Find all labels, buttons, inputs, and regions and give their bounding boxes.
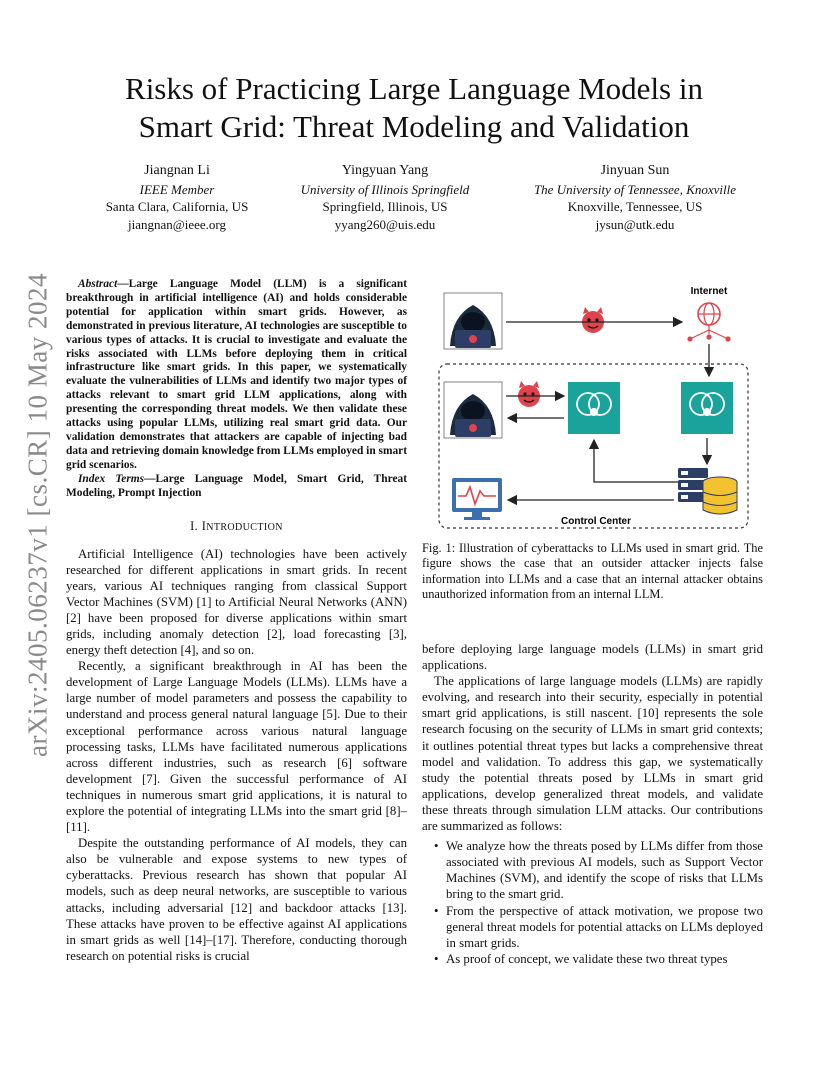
- figure-1: [422, 278, 763, 532]
- outsider-attacker-icon: [444, 293, 502, 349]
- paragraph: Artificial Intelligence (AI) technologies have been actively researched for different applications in smart grids. In recent years, various AI techniques ranging from classical Support Vector Machines (SVM) [1] to Artificial Neural Networks (ANN) [2] have been proposed for diverse applications within smart grids, including anomaly detection [2], load forecasting [3], energy theft detection [4], and so on.: [66, 546, 407, 658]
- abstract-text: —Large Language Model (LLM) is a significant breakthrough in artificial intelligence (AI) and holds considerable potential for application within smart grids. However, as demonstrated in previous literature, AI technologies are susceptible to various types of attacks. It is crucial to investigate and evaluate the risks associated with LLMs before deploying them in critical infrastructure like smart grids. In this paper, we systematically evaluate the vulnerabilities of LLMs and identify two major types of attacks relevant to smart grid LLM applications, along with presenting the corresponding threat models. We then validate these attacks using popular LLMs, utilizing real smart grid data. Our validation demonstrates that attackers are capable of injecting bad data and retrieving domain knowledge from LLMs employed in smart grid scenarios.: [66, 278, 407, 471]
- server-database-icon: [678, 468, 737, 514]
- author-name: Jinyuan Sun: [600, 163, 670, 178]
- section-heading-introduction: I. INTRODUCTION: [190, 518, 283, 533]
- list-item: • From the perspective of attack motivation, we propose two general threat models for potential attacks on LLMs deployed in smart grids.: [434, 903, 763, 950]
- contribution-list: [422, 838, 763, 967]
- paper-title: [60, 70, 768, 146]
- title-line-1: Risks of Practicing Large Language Models in: [125, 71, 703, 106]
- internal-llm-icon: [568, 382, 620, 434]
- arxiv-id-text: arXiv:2405.06237v1 [cs.CR] 10 May 2024: [22, 273, 53, 757]
- author-email: jiangnan@ieee.org: [127, 216, 226, 232]
- devil-icon: [582, 307, 604, 333]
- list-item: • We analyze how the threats posed by LLMs differ from those associated with previous AI models, such as Support Vector Machines (SVM), and identify the scope of risks that LLMs bring to the smart grid.: [434, 839, 763, 902]
- control-center-label: Control Center: [561, 516, 631, 527]
- right-column: [422, 641, 763, 967]
- monitor-icon: [452, 478, 502, 520]
- internet-label: Internet: [690, 286, 728, 297]
- arxiv-identifier: [18, 270, 58, 760]
- arrow-database-to-internal-llm: [594, 440, 680, 482]
- author-affiliation: University of Illinois Springfield: [300, 181, 470, 197]
- author-location: Springfield, Illinois, US: [322, 199, 448, 214]
- author-email: jysun@utk.edu: [595, 216, 675, 232]
- devil-icon: [518, 381, 540, 407]
- index-terms-lead: Index Terms: [78, 472, 145, 485]
- author-location: Knoxville, Tennessee, US: [567, 199, 703, 214]
- author-3: [490, 162, 780, 233]
- author-name: Yingyuan Yang: [341, 163, 429, 178]
- title-line-2: Smart Grid: Threat Modeling and Validation: [138, 109, 690, 144]
- introduction-body: [66, 546, 407, 964]
- paragraph: Despite the outstanding performance of AI models, they can also be vulnerable and expose systems to new types of cyberattacks. Previous research has shown that popular AI models, such as deep neural networks, are susceptible to various attacks, including adversarial [12] and backdoor attacks [13]. These attacks have proven to be effective against AI applications in smart grids as well [14]–[17]. Therefore, conducting thorough research on potential risks is crucial: [66, 836, 407, 963]
- author-email: yyang260@uis.edu: [334, 216, 436, 232]
- author-location: Santa Clara, California, US: [105, 199, 249, 214]
- paragraph-continuation: before deploying large language models (LLMs) in smart grid applications.: [422, 642, 763, 673]
- abstract-lead: Abstract: [78, 278, 118, 290]
- abstract: [66, 278, 407, 501]
- left-column: [66, 278, 407, 964]
- list-item: • As proof of concept, we validate these two threat types: [434, 951, 728, 966]
- threat-model-diagram: [422, 278, 763, 532]
- paragraph: The applications of large language models (LLMs) are rapidly evolving, and research into their security, especially in potential smart grid applications, is still nascent. [10] represents the sole research focusing on the security of LLMs in smart grid contexts; it outlines potential threat types but lacks a comprehensive threat model and validation. To address this gap, we systematically study the potential threats posed by LLMs in smart grid applications, develop generalized threat models, and validate these threats through simulation LLM attacks. Our contributions are summarized as follows:: [422, 674, 763, 834]
- public-llm-icon: [681, 382, 733, 434]
- author-affiliation: IEEE Member: [139, 181, 215, 197]
- internal-attacker-icon: [444, 382, 502, 438]
- author-2: [255, 162, 515, 233]
- figure-caption: Fig. 1: Illustration of cyberattacks to LLMs used in smart grid. The figure shows the case that an outsider attacker injects false information into LLMs and a case that an internal attacker obtains unauthorized information from an internal LLM.: [422, 541, 763, 602]
- paragraph: Recently, a significant breakthrough in AI has been the development of Large Language Models (LLMs). LLMs have a large number of model parameters and possess the capability to understand and process general natural language [5]. Due to their exceptional performance across various natural language processing tasks, LLMs have facilitated numerous applications across different industries, such as research [6] software development [7]. Given the successful performance of AI techniques in numerous smart grid applications, it is natural to explore the potential of integrating LLMs into the smart grid [8]–[11].: [66, 659, 407, 835]
- index-terms: —Large Language Model, Smart Grid, Threat Modeling, Prompt Injection: [66, 472, 407, 499]
- internet-globe-icon: [687, 303, 730, 342]
- author-name: Jiangnan Li: [144, 163, 210, 178]
- author-affiliation: The University of Tennessee, Knoxville: [533, 181, 737, 197]
